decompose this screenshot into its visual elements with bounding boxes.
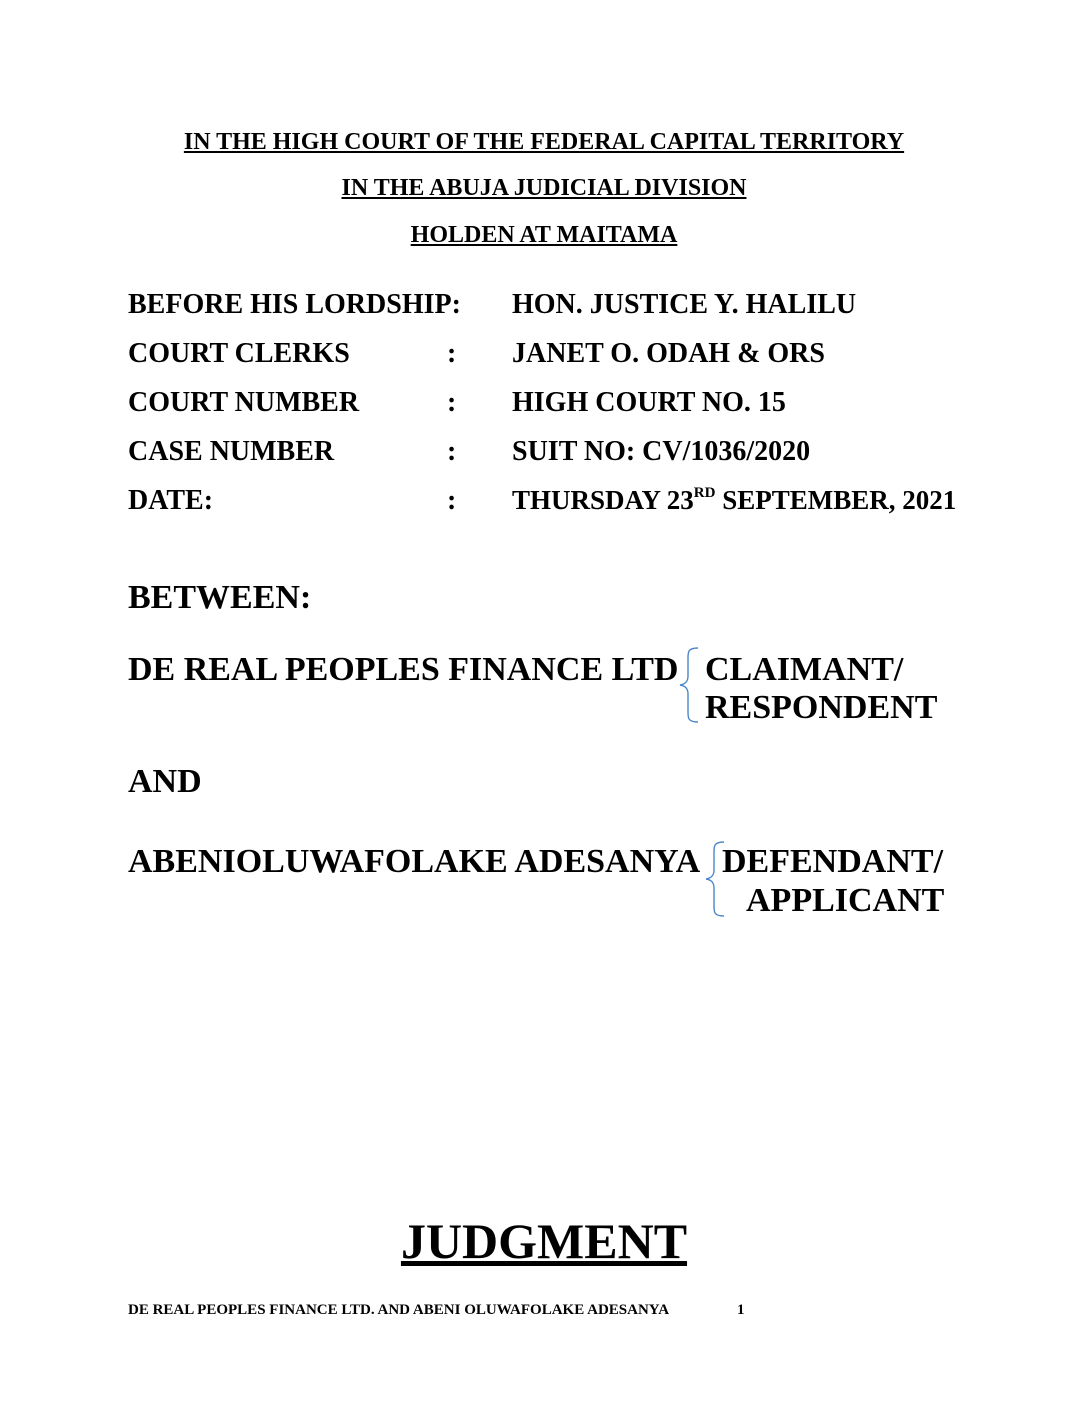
meta-sep-case-number: : (447, 436, 457, 467)
claimant-name: DE REAL PEOPLES FINANCE LTD (128, 651, 679, 688)
division-heading: IN THE ABUJA JUDICIAL DIVISION (341, 175, 747, 201)
meta-value-case-number: SUIT NO: CV/1036/2020 (512, 436, 811, 467)
defendant-role-line2: APPLICANT (746, 882, 945, 919)
meta-label-clerks: COURT CLERKS (128, 338, 350, 369)
meta-sep-date: : (447, 485, 457, 516)
defendant-role-line1: DEFENDANT/ (722, 843, 944, 880)
meta-value-clerks: JANET O. ODAH & ORS (512, 338, 825, 369)
and-label: AND (128, 763, 202, 800)
date-ordinal: RD (693, 485, 716, 501)
date-day: THURSDAY 23 (512, 485, 694, 515)
meta-sep-court-number: : (447, 387, 457, 418)
date-month-year: SEPTEMBER, 2021 (715, 485, 957, 515)
meta-value-court-number: HIGH COURT NO. 15 (512, 387, 786, 418)
meta-value-lordship: HON. JUSTICE Y. HALILU (512, 289, 857, 320)
holden-heading: HOLDEN AT MAITAMA (410, 222, 678, 248)
claimant-role-line2: RESPONDENT (705, 689, 938, 726)
footer-running-title: DE REAL PEOPLES FINANCE LTD. AND ABENI OLUWAFOLAKE ADESANYA (128, 1302, 670, 1318)
defendant-name: ABENIOLUWAFOLAKE ADESANYA (128, 843, 701, 880)
claimant-role-line1: CLAIMANT/ (705, 651, 904, 688)
footer-page-number: 1 (737, 1302, 745, 1318)
meta-label-case-number: CASE NUMBER (128, 436, 335, 467)
claimant-brace-icon (676, 646, 702, 724)
meta-value-date (512, 485, 956, 516)
meta-label-court-number: COURT NUMBER (128, 387, 360, 418)
between-label: BETWEEN: (128, 579, 312, 616)
court-heading: IN THE HIGH COURT OF THE FEDERAL CAPITAL TERRITORY (183, 129, 905, 155)
meta-label-date: DATE: (128, 485, 214, 516)
judgment-title: JUDGMENT (400, 1213, 688, 1269)
meta-sep-clerks: : (447, 338, 457, 369)
meta-label-lordship: BEFORE HIS LORDSHIP: (128, 289, 461, 320)
